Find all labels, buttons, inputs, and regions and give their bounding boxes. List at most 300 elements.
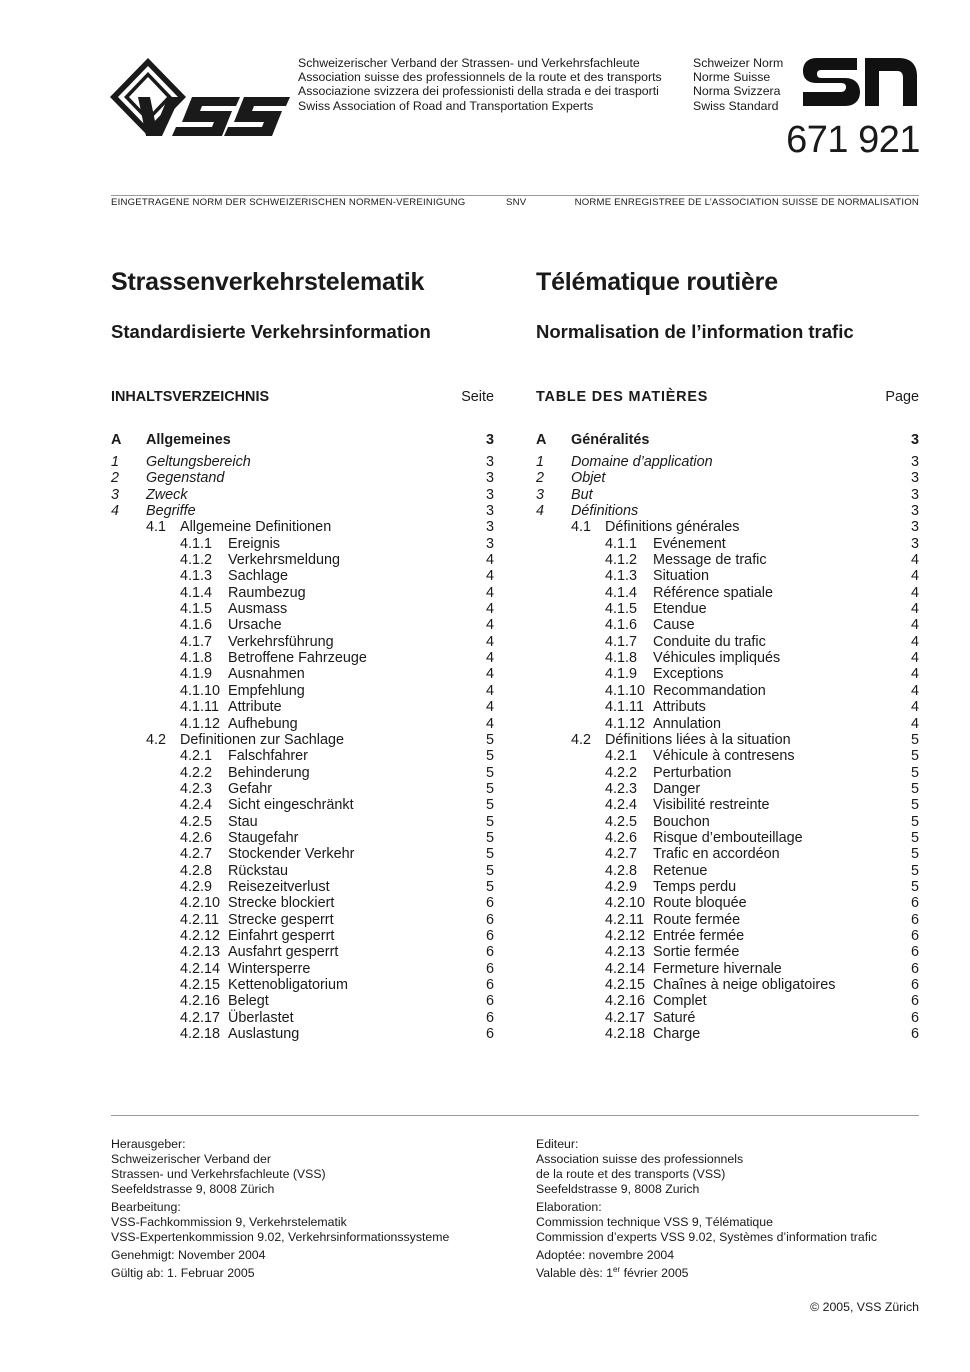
toc-entry [111,454,494,470]
valid-suffix: février 2005 [620,1266,689,1280]
toc-entry [111,536,494,552]
toc-entry-title: Route fermée [653,911,741,928]
toc-entry-number: 4.1.6 [180,617,213,634]
toc-entry-title: Verkehrsführung [228,633,334,650]
toc-entry-number: 4.2.13 [605,944,646,961]
toc-entry-number: 4.2.14 [180,960,221,977]
footer-fr [536,1137,936,1281]
toc-entry [111,895,494,911]
toc-entry-page: 6 [910,993,919,1010]
toc-entry-title: Situation [653,568,710,585]
toc-entry-title: Strecke blockiert [228,895,335,912]
toc-entry-title: Sortie fermée [653,944,740,961]
toc-entry [536,765,919,781]
toc-entry-title: Definitionen zur Sachlage [180,731,344,748]
toc-entry-number: 2 [536,470,545,487]
editing-label: Elaboration: [536,1200,602,1214]
toc-entry [536,944,919,960]
toc-entry-number: 4.1 [571,519,592,536]
approved-date: Genehmigt: November 2004 [111,1248,266,1262]
toc-entry-page: 6 [910,977,919,993]
toc-entry-page: 3 [485,470,494,487]
toc-entry [111,429,494,454]
toc-entry-page: 4 [485,584,494,601]
toc-entry-page: 3 [485,519,494,536]
toc-entry [111,846,494,862]
toc-entry [536,781,919,797]
footer-de [111,1137,511,1281]
toc-entry-title: Ereignis [228,535,280,552]
toc-entry-title: Domaine d’application [571,454,713,470]
toc-entry-page: 6 [485,960,494,977]
toc-entry-page: 6 [910,960,919,977]
toc-entry-number: 4.1.8 [605,650,638,667]
toc-entry [111,944,494,960]
toc-entry [536,993,919,1009]
toc-entry-page: 5 [485,764,494,781]
toc-entry-page: 4 [910,715,919,732]
toc-entry-page: 4 [485,601,494,618]
toc-entry-number: 4.2.12 [605,927,646,944]
toc-entry-title: Route bloquée [653,895,747,912]
toc-entry-number: 4.2.3 [605,780,638,797]
toc-entry-page: 4 [910,650,919,667]
toc-entry-number: 4.2.17 [180,1009,221,1026]
toc-entry-title: Sicht eingeschränkt [228,797,354,814]
publisher-line: de la route et des transports (VSS) [536,1167,726,1181]
toc-entry [536,928,919,944]
toc-entry-title: Einfahrt gesperrt [228,927,335,944]
valid-date: Gültig ab: 1. Februar 2005 [111,1266,255,1280]
toc-entry-title: Bouchon [653,813,710,830]
toc-entry [111,732,494,748]
toc-entry-title: Véhicules impliqués [653,650,781,667]
toc-entry [111,1010,494,1026]
toc-entry-number: 4.1.11 [180,699,219,716]
toc-entry-page: 6 [910,944,919,961]
toc-entry-page: 6 [910,911,919,928]
toc-entry [536,585,919,601]
publisher-line: Seefeldstrasse 9, 8008 Zurich [536,1182,700,1196]
toc-entry [111,912,494,928]
toc-entry-page: 6 [485,1009,494,1026]
divider [111,1115,919,1116]
toc-entry-page: 5 [910,862,919,879]
toc-entry-page: 6 [485,977,494,993]
publisher-label: Herausgeber: [111,1137,186,1151]
toc-entry-page: 5 [485,731,494,748]
toc-entry-page: 5 [485,748,494,765]
toc-entry-number: 4.2.12 [180,927,221,944]
toc-entry-number: 4.2.9 [605,878,638,895]
toc-entry-title: Empfehlung [228,682,305,699]
toc-entry-page: 4 [485,633,494,650]
toc-entry-title: Exceptions [653,666,724,683]
toc-entry-number: 4.2.18 [605,1026,646,1043]
toc-entry-title: Attribute [228,699,282,716]
toc-entry-page: 3 [910,454,919,470]
toc-entry-number: 4.2.18 [180,1026,221,1043]
toc-entry-page: 5 [485,780,494,797]
toc-entry-number: 1 [536,454,545,470]
toc-entry [536,519,919,535]
toc-entry [536,814,919,830]
toc-entry-title: Stau [228,813,258,830]
toc-entry [111,928,494,944]
toc-entry-title: Définitions [571,503,639,520]
toc-entry-page: 6 [485,895,494,912]
toc-entry [536,683,919,699]
approved-date: Adoptée: novembre 2004 [536,1248,675,1262]
toc-entry-title: Saturé [653,1009,696,1026]
organization-names [298,56,662,113]
toc-entry-title: Sachlage [228,568,289,585]
toc-entry-number: 4.2.15 [180,977,221,993]
toc-header [536,389,919,429]
toc-entry [536,797,919,813]
toc-entry-title: Généralités [571,432,650,448]
toc-entry-title: Charge [653,1026,701,1043]
toc-title: INHALTSVERZEICHNIS [111,389,270,405]
toc-entry-number: 4.1.12 [605,715,646,732]
page-subtitle-de: Standardisierte Verkehrsinformation [111,321,431,342]
toc-entry [111,716,494,732]
toc-entry-title: Risque d’embouteillage [653,829,803,846]
toc-entry-page: 6 [910,895,919,912]
toc-entry-number: 4.1.12 [180,715,221,732]
editing-line: Commission technique VSS 9, Télématique [536,1215,773,1229]
publisher-label: Editeur: [536,1137,579,1151]
toc-entry [536,830,919,846]
toc-entry [111,993,494,1009]
toc-entry-number: 4.2.2 [180,764,213,781]
toc-entry-title: Cause [653,617,695,634]
toc-entry-page: 5 [910,797,919,814]
toc-entry-page: 4 [485,568,494,585]
toc-entry-title: Objet [571,470,606,487]
document-number: 671 921 [786,119,920,161]
toc-entry-number: 4.1.4 [180,584,213,601]
toc-entry [111,601,494,617]
toc-entry-page: 5 [485,862,494,879]
toc-entry-number: 4.1.4 [605,584,638,601]
vss-logo [110,56,290,140]
toc-entry [536,699,919,715]
toc-entry-number: 4 [111,503,120,520]
toc-entry-number: 4.1.7 [605,633,638,650]
toc-entry [536,470,919,486]
toc-entry-title: Définitions générales [605,519,740,536]
toc-entry [536,879,919,895]
toc-entry-number: 4.1.2 [180,552,213,569]
toc-entry-number: 4.1.1 [180,535,213,552]
toc-entry [111,568,494,584]
toc-entry-number: 4.2.8 [180,862,213,879]
toc-entry-page: 5 [485,813,494,830]
toc-entry [111,1026,494,1042]
toc-entry-number: 4.2.17 [605,1009,646,1026]
toc-entry-title: Auslastung [228,1026,300,1043]
toc-entry [111,503,494,519]
toc-entry-title: But [571,486,593,503]
toc-entry-number: 4.1.1 [605,535,638,552]
toc-entry [536,503,919,519]
toc-entry-title: Stockender Verkehr [228,846,355,863]
toc-entry [111,879,494,895]
toc-entry-number: 4.1.6 [605,617,638,634]
toc-entry-title: Etendue [653,601,707,618]
toc-entry-title: Conduite du trafic [653,633,766,650]
toc-entry-number: 4.2.13 [180,944,221,961]
toc-entry-page: 3 [485,454,494,470]
toc-entry-title: Aufhebung [228,715,298,732]
toc-entry [536,961,919,977]
publisher-line: Strassen- und Verkehrsfachleute (VSS) [111,1167,326,1181]
toc-entry-title: Wintersperre [228,960,311,977]
registration-snv: SNV [506,197,527,208]
toc-entry [111,699,494,715]
toc-entry [536,732,919,748]
toc-entry-number: 4.2.5 [180,813,213,830]
toc-entry-number: 4.2.11 [605,911,644,928]
toc-entry-title: Définitions liées à la situation [605,731,791,748]
toc-entry-page: 5 [485,846,494,863]
toc-entry-number: 4.1.10 [180,682,221,699]
org-line: Schweizerischer Verband der Strassen- und Verkehrsfachleute [298,56,640,70]
std-line: Schweizer Norm [693,56,784,70]
registration-note-de: EINGETRAGENE NORM DER SCHWEIZERISCHEN NORMEN-VEREINIGUNG [111,197,466,208]
std-line: Norme Suisse [693,70,771,85]
toc-header [111,389,494,429]
editing-label: Bearbeitung: [111,1200,181,1214]
toc-entry-page: 5 [910,764,919,781]
publisher-line: Association suisse des professionnels [536,1152,744,1166]
copyright: © 2005, VSS Zürich [810,1300,919,1314]
toc-title: TABLE DES MATIÈRES [536,389,709,405]
toc-entry-title: Zweck [146,486,188,503]
toc-entry-title: Temps perdu [653,878,737,895]
editing-line: VSS-Fachkommission 9, Verkehrstelematik [111,1215,347,1229]
toc-entry-title: Ausfahrt gesperrt [228,944,339,961]
toc-entry-title: Annulation [653,715,722,732]
toc-entry [111,814,494,830]
toc-entry [111,765,494,781]
toc-entry-number: 4.2.7 [180,846,213,863]
toc-entry-title: Überlastet [228,1009,294,1026]
toc-entry-title: Geltungsbereich [146,454,251,470]
toc-entry [536,601,919,617]
toc-entry-number: 4.1 [146,519,167,536]
toc-entry-page: 5 [485,797,494,814]
toc-entry [536,454,919,470]
toc-entry-title: Begriffe [146,503,196,520]
toc-entry [111,748,494,764]
toc-entry-number: 4.2.10 [605,895,646,912]
std-line: Swiss Standard [693,98,779,113]
toc-entry-number: 4.2.3 [180,780,213,797]
toc-entry-number: 2 [111,470,120,487]
toc-entry-number: 4.1.10 [605,682,646,699]
toc-entry-page: 5 [910,780,919,797]
toc-entry-number: 4.2.8 [605,862,638,879]
toc-entry-page: 4 [485,650,494,667]
toc-entry-page: 4 [485,666,494,683]
toc-entry-page: 3 [485,432,494,448]
toc-entry-page: 6 [485,911,494,928]
toc-entry-title: Behinderung [228,764,310,781]
toc-entry-page: 4 [485,552,494,569]
valid-superscript: er [613,1265,621,1274]
toc-entry-page: 5 [485,878,494,895]
toc-entry-title: Gegenstand [146,470,225,487]
toc-entry [536,977,919,993]
toc-entry [111,961,494,977]
toc-entry-number: 4 [536,503,545,520]
toc-entry-number: 4.2.7 [605,846,638,863]
sn-logo [803,56,919,108]
toc-entry-number: 4.1.3 [605,568,638,585]
registration-note-fr: NORME ENREGISTREE DE L’ASSOCIATION SUISSE DE NORMALISATION [574,197,919,208]
toc-entry-number: 4.1.5 [180,601,213,618]
standard-names [693,56,783,113]
toc-entry-number: 4.1.5 [605,601,638,618]
divider [111,195,919,196]
toc-entry [536,487,919,503]
toc-entry-title: Trafic en accordéon [653,846,780,863]
toc-entry-page: 5 [910,846,919,863]
toc-entry-page: 6 [910,1009,919,1026]
toc-entry-page: 4 [485,699,494,716]
toc-entry-page: 4 [910,568,919,585]
toc-entry-title: Falschfahrer [228,748,308,765]
toc-entry-page: 3 [485,535,494,552]
toc-entry-number: 4.2.10 [180,895,221,912]
toc-entry [536,912,919,928]
toc-entry [111,617,494,633]
toc-entry [536,429,919,454]
toc-entry-title: Visibilité restreinte [653,797,770,814]
valid-date [536,1266,936,1281]
toc-entry [536,716,919,732]
toc-entry-number: 4.2.11 [180,911,219,928]
toc-entry [536,1026,919,1042]
toc-entry [111,585,494,601]
toc-entry-page: 4 [910,552,919,569]
toc-entry-number: 4.2.1 [605,748,638,765]
toc-entry-page: 3 [910,432,919,448]
toc-entry [536,617,919,633]
toc-entry-page: 6 [485,1026,494,1043]
toc-entry [536,568,919,584]
toc-entry-title: Allgemeine Definitionen [180,519,332,536]
toc-entry-page: 3 [910,503,919,520]
toc-entry-title: Chaînes à neige obligatoires [653,977,836,993]
toc-entry-number: 4.1.2 [605,552,638,569]
toc-entry-page: 4 [910,633,919,650]
toc-entry-title: Staugefahr [228,829,299,846]
toc-entry [536,536,919,552]
toc-entry [536,846,919,862]
toc-entry-page: 4 [910,699,919,716]
toc-entry-page: 6 [910,1026,919,1043]
toc-entry-page: 5 [910,748,919,765]
toc-entry-number: 4.2.6 [605,829,638,846]
toc-entry-title: Véhicule à contresens [653,748,795,765]
toc-entry [111,634,494,650]
toc-entry-title: Attributs [653,699,706,716]
table-of-contents-fr [536,389,919,1042]
editing-line: Commission d’experts VSS 9.02, Systèmes d’information trafic [536,1230,878,1244]
toc-entry-page: 3 [910,535,919,552]
toc-entry-page: 4 [485,715,494,732]
toc-entry-number: 4.2.16 [605,993,646,1010]
toc-entry-page: 4 [485,617,494,634]
org-line: Swiss Association of Road and Transportation Experts [298,98,594,113]
toc-entry [111,830,494,846]
toc-entry-number: 4.2.4 [605,797,638,814]
toc-entry-page: 4 [910,584,919,601]
publisher-line: Seefeldstrasse 9, 8008 Zürich [111,1182,275,1196]
toc-entry-number: 4.1.9 [605,666,638,683]
toc-entry-number: 4.1.3 [180,568,213,585]
toc-page-label: Seite [461,389,494,405]
toc-entry-title: Strecke gesperrt [228,911,334,928]
org-line: Associazione svizzera dei professionisti della strada e dei trasporti [298,84,659,99]
toc-list [111,429,494,1042]
page-subtitle-fr: Normalisation de l’information trafic [536,321,854,342]
toc-page-label: Page [885,389,919,405]
toc-entry-number: 4.2.16 [180,993,221,1010]
toc-entry-page: 5 [910,829,919,846]
publisher-line: Schweizerischer Verband der [111,1152,271,1166]
toc-entry [536,1010,919,1026]
toc-entry [111,519,494,535]
toc-entry-page: 5 [485,829,494,846]
toc-entry-number: 4.2.15 [605,977,646,993]
toc-entry-page: 4 [485,682,494,699]
toc-entry-title: Référence spatiale [653,584,773,601]
toc-entry [536,748,919,764]
toc-entry-number: 4.2.14 [605,960,646,977]
toc-entry-title: Fermeture hivernale [653,960,782,977]
page-title-de: Strassenverkehrstelematik [111,268,425,296]
toc-entry-number: 4.2.9 [180,878,213,895]
std-line: Norma Svizzera [693,84,781,99]
toc-entry-title: Danger [653,780,701,797]
toc-entry-title: Complet [653,993,707,1010]
toc-entry-page: 6 [910,927,919,944]
toc-entry [111,552,494,568]
toc-entry-number: 1 [111,454,120,470]
toc-entry-number: 4.2 [571,731,592,748]
toc-entry-title: Ausmass [228,601,288,618]
toc-entry-page: 5 [910,813,919,830]
toc-entry-number: 4.1.11 [605,699,644,716]
toc-entry-title: Ausnahmen [228,666,305,683]
toc-entry-number: 4.1.9 [180,666,213,683]
toc-entry-page: 4 [910,601,919,618]
toc-entry-page: 3 [910,486,919,503]
page-title-fr: Télématique routière [536,268,778,296]
toc-entry-title: Entrée fermée [653,927,745,944]
toc-entry-number: 3 [536,486,545,503]
toc-entry [111,666,494,682]
toc-entry-number: 4.2.6 [180,829,213,846]
org-line: Association suisse des professionnels de la route et des transports [298,70,662,85]
toc-entry-number: 4.2.2 [605,764,638,781]
valid-prefix: Valable dès: 1 [536,1266,614,1280]
toc-entry-page: 3 [485,503,494,520]
